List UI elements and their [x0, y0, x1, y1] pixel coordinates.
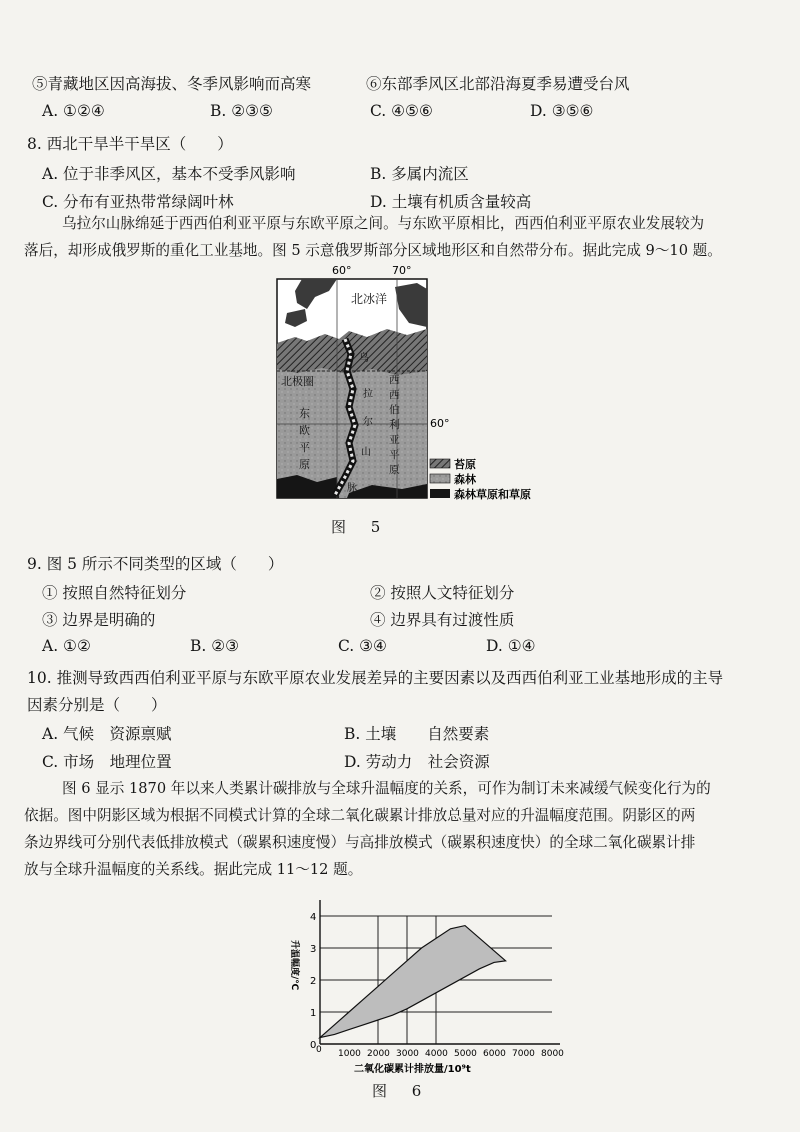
west-siberia-char-6: 平	[389, 449, 400, 461]
q8-option-d: D. 土壤有机质含量较高	[370, 193, 532, 211]
q7-option-d: D. ③⑤⑥	[530, 102, 594, 120]
emission-warming-band	[320, 926, 506, 1038]
west-siberia-char-7: 原	[389, 464, 400, 476]
figure-5-legend	[430, 457, 531, 501]
y-tick-0: 0	[310, 1040, 317, 1051]
q10-option-c: C. 市场 地理位置	[42, 753, 172, 771]
intro-paragraph-2	[24, 775, 711, 883]
q7-item-5: ⑤青藏地区因高海拔、冬季风影响而高寒	[32, 75, 312, 93]
east-europe-char-3: 平	[299, 441, 310, 454]
q9-option-b: B. ②③	[190, 637, 240, 655]
west-siberia-char-3: 伯	[389, 404, 400, 416]
q8-option-c: C. 分布有亚热带常绿阔叶林	[42, 193, 234, 211]
legend-swatch-tundra	[430, 459, 450, 468]
q9-stem: 9. 图 5 所示不同类型的区域（ ）	[27, 555, 284, 573]
q9-item-2: ② 按照人文特征划分	[370, 584, 515, 602]
origin-tick: 0	[316, 1045, 322, 1055]
lon-70-label: 70°	[392, 264, 412, 277]
legend-swatch-forest	[430, 474, 450, 483]
q9-item-1: ① 按照自然特征划分	[42, 584, 187, 602]
y-tick-4: 4	[310, 912, 317, 923]
x-tick-4000: 4000	[425, 1049, 448, 1059]
east-europe-char-4: 原	[299, 458, 310, 471]
q9-item-3: ③ 边界是明确的	[42, 611, 156, 629]
intro-paragraph-1	[24, 210, 722, 264]
q7-item-6: ⑥东部季风区北部沿海夏季易遭受台风	[366, 75, 630, 93]
y-ticks	[310, 912, 316, 1051]
figure-5-map	[270, 264, 570, 508]
q7-option-b: B. ②③⑤	[210, 102, 273, 120]
q10-stem-line-1: 10. 推测导致西西伯利亚平原与东欧平原农业发展差异的主要因素以及西西伯利亚工业基地形成的主导	[27, 669, 724, 687]
x-tick-1000: 1000	[338, 1049, 361, 1059]
x-tick-5000: 5000	[454, 1049, 477, 1059]
q10-stem-line-2: 因素分别是（ ）	[27, 696, 167, 714]
q8-stem: 8. 西北干旱半干旱区（ ）	[27, 135, 233, 153]
legend-tundra: 苔原	[454, 458, 476, 471]
west-siberia-char-4: 利	[389, 419, 400, 431]
q7-option-a: A. ①②④	[42, 102, 105, 120]
arctic-ocean-label: 北冰洋	[351, 292, 388, 306]
intro1-line-1: 乌拉尔山脉绵延于西西伯利亚平原与东欧平原之间。与东欧平原相比，西西伯利亚平原农业发展较为	[62, 215, 705, 232]
y-tick-2: 2	[310, 976, 317, 987]
x-axis-label: 二氧化碳累计排放量/10⁹t	[354, 1064, 471, 1075]
q8-option-a: A. 位于非季风区，基本不受季风影响	[42, 165, 296, 183]
intro2-line-1: 图 6 显示 1870 年以来人类累计碳排放与全球升温幅度的关系，可作为制订未来减缓气候变化行为的	[62, 780, 711, 797]
arctic-circle-label: 北极圈	[281, 375, 314, 388]
intro2-line-4: 放与全球升温幅度的关系线。据此完成 11～12 题。	[24, 861, 363, 878]
west-siberia-char-1: 西	[389, 374, 400, 386]
q8-option-b: B. 多属内流区	[370, 165, 469, 183]
x-ticks	[338, 1049, 564, 1059]
q9-option-c: C. ③④	[338, 637, 387, 655]
q10-option-d: D. 劳动力 社会资源	[344, 753, 490, 771]
intro1-line-2: 落后，却形成俄罗斯的重化工业基地。图 5 示意俄罗斯部分区域地形区和自然带分布。据此完成 9～10 题。	[24, 242, 722, 259]
west-siberia-char-5: 亚	[389, 434, 400, 446]
q7-option-c: C. ④⑤⑥	[370, 102, 433, 120]
lat-60-label: 60°	[430, 417, 450, 430]
figure-5-caption: 图 5	[331, 518, 391, 536]
legend-steppe: 森林草原和草原	[454, 488, 531, 501]
ural-char-2: 拉	[363, 389, 373, 400]
legend-forest: 森林	[454, 473, 476, 486]
q9-option-d: D. ①④	[486, 637, 536, 655]
ural-char-4: 山	[361, 447, 371, 458]
x-tick-8000: 8000	[541, 1049, 564, 1059]
lon-60-label: 60°	[332, 264, 352, 277]
q10-option-a: A. 气候 资源禀赋	[42, 725, 172, 743]
west-siberia-char-2: 西	[389, 389, 400, 401]
y-tick-1: 1	[310, 1008, 317, 1019]
intro2-line-2: 依据。图中阴影区域为根据不同模式计算的全球二氧化碳累计排放总量对应的升温幅度范围。阴影区的两	[24, 807, 696, 824]
q9-option-a: A. ①②	[42, 637, 91, 655]
legend-swatch-steppe	[430, 489, 450, 498]
figure-6-caption: 图 6	[372, 1082, 432, 1100]
y-tick-3: 3	[310, 944, 317, 955]
x-tick-6000: 6000	[483, 1049, 506, 1059]
figure-6-chart	[280, 880, 570, 1080]
ural-char-5: 脉	[347, 483, 357, 494]
east-europe-char-1: 东	[299, 407, 310, 420]
x-tick-3000: 3000	[396, 1049, 419, 1059]
ural-char-3: 尔	[363, 417, 373, 428]
x-tick-2000: 2000	[367, 1049, 390, 1059]
y-axis-label: 升温幅度/℃	[289, 940, 299, 991]
east-europe-char-2: 欧	[299, 424, 310, 437]
intro2-line-3: 条边界线可分别代表低排放模式（碳累积速度慢）与高排放模式（碳累积速度快）的全球二氧化碳累计排	[24, 834, 696, 851]
q10-option-b: B. 土壤 自然要素	[344, 725, 490, 743]
q9-item-4: ④ 边界具有过渡性质	[370, 611, 515, 629]
x-tick-7000: 7000	[512, 1049, 535, 1059]
ural-char-1: 乌	[359, 353, 369, 364]
